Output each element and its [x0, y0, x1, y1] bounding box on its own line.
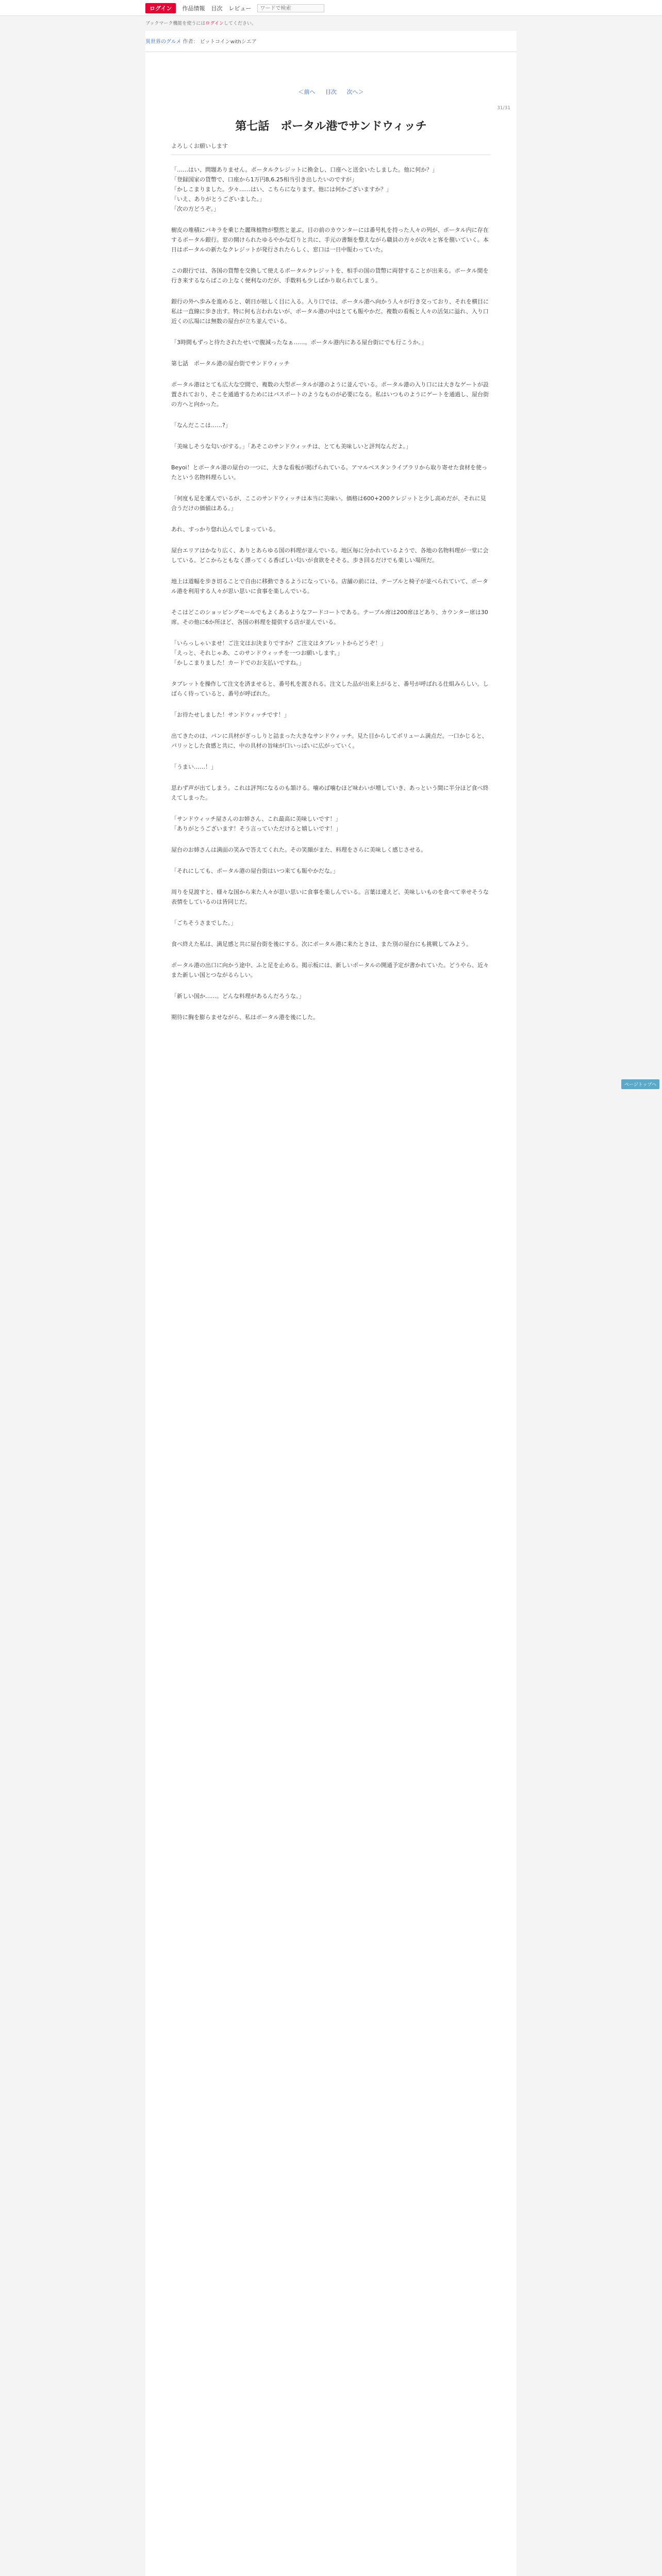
notice-prefix: ブックマーク機能を使うには — [145, 21, 206, 26]
notice-suffix: してください。 — [223, 21, 256, 26]
body-paragraph: タブレットを操作して注文を済ませると、番号札を渡される。注文した品が出来上がると、番号が呼ばれる仕組みらしい。しばらく待っていると、番号が呼ばれた。 — [171, 681, 489, 697]
body-paragraph: 「それにしても、ポータル港の屋台街はいつ来ても賑やかだな。」 — [171, 868, 339, 874]
body-paragraph: 屋台のお姉さんは満面の笑みで答えてくれた。その笑顔がまた、料理をさらに美味しく感じさせる。 — [171, 846, 426, 853]
body-paragraph: Beyoi！とポータル港の屋台の一つに、大きな看板が掲げられている。アマルベスタンライブラリから取り寄せた食材を使ったという名物料理らしい。 — [171, 464, 487, 481]
body-paragraph: この銀行では、各国の貨幣を交換して使えるポータルクレジットを、相手の国の貨幣に両替することが出来る。ポータル間を行き来するならばこの上なく便利なのだが、手数料も少しばかり取られてしまう。 — [171, 267, 489, 284]
nav-work-info[interactable]: 作品情報 — [182, 5, 205, 12]
author-label: 作者： — [183, 39, 198, 45]
top-nav — [145, 3, 324, 13]
work-title-link[interactable]: 異世界のグルメ — [145, 39, 181, 45]
body-paragraph: 「美味しそうな匂いがする。」「あそこのサンドウィッチは、とても美味しいと評判なんだよ。」 — [171, 443, 412, 450]
bookmark-notice — [145, 20, 256, 26]
body-paragraph: 「何度も足を運んでいるが、ここのサンドウィッチは本当に美味い。価格は600+200クレジットと少し高めだが、それに見合うだけの価値はある。」 — [171, 495, 486, 512]
body-paragraph: 「3時間もずっと待たされたせいで腹減ったなぁ……。ポータル港内にある屋台街にでも行こうか。」 — [171, 339, 427, 346]
body-paragraph: 「ごちそうさまでした。」 — [171, 920, 237, 926]
notice-login-link[interactable]: ログイン — [205, 21, 224, 26]
body-paragraph: 「お待たせしました！サンドウィッチです！」 — [171, 711, 290, 718]
body-paragraph: 「なんだここは……?」 — [171, 422, 231, 429]
breadcrumb — [145, 37, 257, 45]
body-paragraph: 銀行の外へ歩みを進めると、朝日が眩しく目に入る。入り口では、ポータル港へ向かう人々が行き交っており、それを横目に私は一直線に歩き出す。特に何も言われないが、ポータル港の中はとても賑やかだ。複数の看板と人々の活気に溢れ、入り口近くの広場には無数の屋台が立ち並んでいる。 — [171, 298, 489, 325]
body-paragraph: 「サンドウィッチ屋さんのお姉さん、これ最高に美味しいです！」 「ありがとうございます！そう言っていただけると嬉しいです！」 — [171, 816, 341, 832]
episode-container — [145, 31, 517, 2576]
body-paragraph: 「……はい、問題ありません。ポータルクレジットに換金し、口座へと送金いたしました。他に何か？」 「登録国家の貨幣で、口座から1万円8,6.25相当引き出したいのですが」 「かしこまりました。少々……はい、こちらになります。他には何かございますか？」 「いえ、ありがとうございました。」 「次の方どうぞ。」 — [171, 166, 438, 212]
episode-number: 31/31 — [497, 106, 510, 111]
toc-link[interactable]: 目次 — [325, 89, 337, 95]
body-paragraph: 周りを見渡すと、様々な国から来た人々が思い思いに食事を楽しんでいる。言葉は違えど、美味しいものを食べて幸せそうな表情をしているのは皆同じだ。 — [171, 889, 489, 905]
body-paragraph: 「いらっしゃいませ！ご注文はお決まりですか？ご注文はタブレットからどうぞ！」 「えっと、それじゃあ、このサンドウィッチを一つお願いします。」 「かしこまりました！カードでのお支払いですね。」 — [171, 640, 387, 666]
episode-title: 第七話 ポータル港でサンドウィッチ — [235, 120, 427, 133]
body-paragraph: 地上は道幅を歩き切ることで自由に移動できるようになっている。店舗の前には、テーブルと椅子が並べられていて、ポータル港を利用する人々が思い思いに食事を楽しんでいる。 — [171, 578, 488, 595]
body-paragraph: あれ、すっかり惚れ込んでしまっている。 — [171, 526, 279, 533]
author-name[interactable]: ビットコインwithシエア — [200, 39, 257, 45]
nav-review[interactable]: レビュー — [228, 5, 252, 12]
body-paragraph: ポータル港はとても広大な空間で、複数の大型ポータルが港のように並んでいる。ポータル港の入り口には大きなゲートが設置されており、そこを通過するためにはパスポートのようなものが必要になる。私はいつものようにゲートを通過し、屋台街の方へと向かった。 — [171, 381, 489, 408]
body-paragraph: 食べ終えた私は、満足感と共に屋台街を後にする。次にポータル港に来たときは、また別の屋台にも挑戦してみよう。 — [171, 941, 472, 947]
episode-body — [171, 165, 491, 1033]
body-paragraph: 屋台エリアはかなり広く、ありとあらゆる国の料理が並んでいる。地区毎に分かれているようで、各地の名物料理が一堂に会している。どこからともなく漂ってくる香ばしい匂いが食欲をそそる。歩き回るだけでも楽しい場所だ。 — [171, 547, 489, 564]
login-button[interactable]: ログイン — [145, 3, 176, 13]
body-paragraph: 思わず声が出てしまう。これは評判になるのも頷ける。噛めば噛むほど味わいが増していき、あっという間に半分ほど食べ終えてしまった。 — [171, 785, 489, 801]
body-paragraph: 期待に胸を膨らませながら、私はポータル港を後にした。 — [171, 1014, 319, 1021]
body-paragraph: 「新しい国か……。どんな料理があるんだろうな。」 — [171, 993, 305, 999]
search-input[interactable] — [257, 4, 324, 12]
body-paragraph: そこはどこのショッピングモールでもよくあるようなフードコートである。テーブル席は200席ほどあり、カウンター席は30席。その他に6か所ほど、各国の料理を提供する店が並んでいる。 — [171, 609, 488, 625]
preface: よろしくお願いします — [171, 143, 228, 149]
body-paragraph: ポータル港の出口に向かう途中、ふと足を止める。掲示板には、新しいポータルの開通予定が書かれていた。どうやら、近々また新しい国とつながるらしい。 — [171, 962, 489, 978]
episode-pager — [145, 88, 517, 96]
page-top-button[interactable]: ページトップへ — [621, 1079, 659, 1089]
nav-toc[interactable]: 目次 — [211, 5, 223, 12]
prev-link[interactable]: ＜前へ — [298, 89, 316, 95]
top-bar — [0, 0, 662, 16]
body-paragraph: 第七話 ポータル港の屋台街でサンドウィッチ — [171, 360, 290, 367]
body-paragraph: 樹皮の堆積にパキラを乗じた麗珠植物が整然と並ぶ。目の前のカウンターには番号札を持った人々の列が、ポータル内に存在するポータル銀行。窓の開けられたゆるやかな灯りと共に、手元の書類を整えながら職員の方々が次々と客を捌いていく。本日はポータルの新たなクレジットが発行されたらしく、窓口は一日中賑わっていた。 — [171, 227, 489, 253]
body-paragraph: 「うまい……！」 — [171, 764, 217, 770]
body-paragraph: 出てきたのは、パンに具材がぎっしりと詰まった大きなサンドウィッチ。見た目からしてボリューム満点だ。一口かじると、パリッとした食感と共に、中の具材の旨味が口いっぱいに広がっていく。 — [171, 733, 488, 749]
next-link[interactable]: 次へ＞ — [346, 89, 364, 95]
